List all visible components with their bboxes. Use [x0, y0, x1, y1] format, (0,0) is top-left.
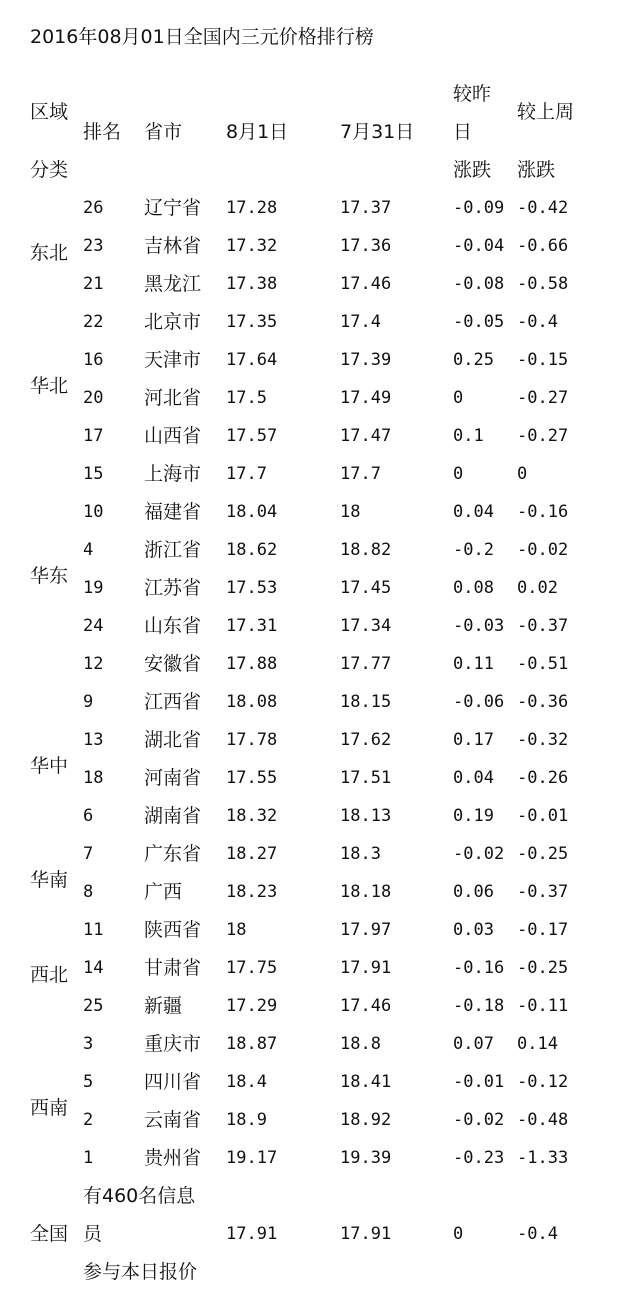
cell-rank: 14	[83, 958, 104, 978]
cell-province: 江苏省	[144, 577, 202, 599]
cell-aug1: 18.62	[226, 540, 278, 560]
cell-rank: 19	[83, 578, 104, 598]
cell-rank: 12	[83, 654, 104, 674]
national-aug1: 17.91	[226, 1224, 278, 1244]
cell-jul31: 18.92	[340, 1110, 392, 1130]
cell-jul31: 17.4	[340, 312, 381, 332]
cell-rank: 8	[83, 882, 94, 902]
cell-province: 浙江省	[144, 539, 202, 561]
header-region-line1: 区域	[30, 101, 69, 123]
cell-rank: 15	[83, 464, 104, 484]
cell-rank: 24	[83, 616, 104, 636]
cell-province: 四川省	[144, 1071, 202, 1093]
cell-aug1: 17.32	[226, 236, 278, 256]
cell-dod: -0.09	[453, 198, 505, 218]
cell-wow: 0.02	[517, 578, 558, 598]
cell-dod: 0.1	[453, 426, 484, 446]
cell-jul31: 17.47	[340, 426, 392, 446]
cell-wow: -1.33	[517, 1148, 569, 1168]
national-label: 全国	[30, 1223, 69, 1245]
cell-province: 辽宁省	[144, 197, 202, 219]
cell-jul31: 18.13	[340, 806, 392, 826]
header-wow-line2: 涨跌	[517, 159, 556, 181]
cell-rank: 21	[83, 274, 104, 294]
cell-jul31: 17.46	[340, 996, 392, 1016]
cell-dod: 0.25	[453, 350, 494, 370]
cell-province: 湖北省	[144, 729, 202, 751]
national-jul31: 17.91	[340, 1224, 392, 1244]
region-label: 华南	[30, 869, 69, 891]
cell-rank: 9	[83, 692, 94, 712]
cell-wow: -0.37	[517, 616, 569, 636]
cell-jul31: 18.82	[340, 540, 392, 560]
cell-jul31: 17.46	[340, 274, 392, 294]
national-note-line1: 有460名信息	[83, 1185, 196, 1207]
cell-jul31: 18.41	[340, 1072, 392, 1092]
national-dod: 0	[453, 1224, 464, 1244]
cell-aug1: 17.29	[226, 996, 278, 1016]
cell-aug1: 17.35	[226, 312, 278, 332]
header-region-line2: 分类	[30, 159, 69, 181]
cell-wow: -0.25	[517, 958, 569, 978]
cell-province: 广西	[144, 881, 183, 903]
national-note-line3: 参与本日报价	[83, 1261, 198, 1283]
cell-jul31: 17.77	[340, 654, 392, 674]
cell-wow: -0.01	[517, 806, 569, 826]
cell-dod: -0.04	[453, 236, 505, 256]
region-label: 华东	[30, 565, 69, 587]
cell-wow: -0.12	[517, 1072, 569, 1092]
cell-wow: -0.48	[517, 1110, 569, 1130]
national-note-line2: 员	[83, 1223, 103, 1245]
cell-rank: 13	[83, 730, 104, 750]
cell-province: 福建省	[144, 501, 202, 523]
header-province: 省市	[144, 121, 183, 143]
cell-province: 陕西省	[144, 919, 202, 941]
cell-wow: -0.02	[517, 540, 569, 560]
cell-aug1: 17.31	[226, 616, 278, 636]
cell-aug1: 17.75	[226, 958, 278, 978]
region-label: 华北	[30, 375, 69, 397]
cell-jul31: 17.97	[340, 920, 392, 940]
cell-dod: 0.07	[453, 1034, 494, 1054]
cell-wow: -0.42	[517, 198, 569, 218]
cell-wow: -0.25	[517, 844, 569, 864]
cell-province: 天津市	[144, 349, 202, 371]
cell-jul31: 17.62	[340, 730, 392, 750]
cell-jul31: 18.8	[340, 1034, 381, 1054]
cell-dod: 0.19	[453, 806, 494, 826]
cell-aug1: 17.57	[226, 426, 278, 446]
cell-wow: 0	[517, 464, 528, 484]
cell-dod: -0.2	[453, 540, 494, 560]
cell-rank: 25	[83, 996, 104, 1016]
cell-rank: 6	[83, 806, 94, 826]
cell-rank: 22	[83, 312, 104, 332]
cell-wow: -0.16	[517, 502, 569, 522]
cell-dod: 0.17	[453, 730, 494, 750]
cell-jul31: 17.37	[340, 198, 392, 218]
cell-rank: 26	[83, 198, 104, 218]
cell-dod: -0.08	[453, 274, 505, 294]
page-title: 2016年08月01日全国内三元价格排行榜	[30, 26, 374, 48]
header-dod-line1: 较昨	[453, 83, 492, 105]
cell-jul31: 17.91	[340, 958, 392, 978]
cell-dod: 0	[453, 464, 464, 484]
cell-wow: -0.37	[517, 882, 569, 902]
cell-wow: -0.51	[517, 654, 569, 674]
cell-dod: -0.03	[453, 616, 505, 636]
cell-dod: 0.11	[453, 654, 494, 674]
cell-jul31: 17.39	[340, 350, 392, 370]
cell-province: 吉林省	[144, 235, 202, 257]
cell-rank: 16	[83, 350, 104, 370]
cell-jul31: 19.39	[340, 1148, 392, 1168]
cell-province: 湖南省	[144, 805, 202, 827]
cell-aug1: 19.17	[226, 1148, 278, 1168]
cell-dod: 0.03	[453, 920, 494, 940]
cell-rank: 4	[83, 540, 94, 560]
header-date1: 8月1日	[226, 121, 289, 143]
cell-aug1: 18.08	[226, 692, 278, 712]
cell-dod: -0.16	[453, 958, 505, 978]
cell-province: 贵州省	[144, 1147, 202, 1169]
cell-dod: -0.18	[453, 996, 505, 1016]
cell-dod: -0.23	[453, 1148, 505, 1168]
cell-dod: 0	[453, 388, 464, 408]
cell-province: 广东省	[144, 843, 202, 865]
header-dod-line3: 涨跌	[453, 159, 492, 181]
cell-aug1: 18.27	[226, 844, 278, 864]
cell-jul31: 18.3	[340, 844, 381, 864]
region-label: 东北	[30, 242, 69, 264]
cell-rank: 2	[83, 1110, 94, 1130]
cell-wow: -0.27	[517, 388, 569, 408]
cell-wow: -0.4	[517, 312, 558, 332]
cell-dod: 0.06	[453, 882, 494, 902]
cell-aug1: 18.04	[226, 502, 278, 522]
cell-dod: 0.04	[453, 502, 494, 522]
cell-jul31: 17.7	[340, 464, 381, 484]
cell-aug1: 18.32	[226, 806, 278, 826]
cell-aug1: 18.9	[226, 1110, 267, 1130]
cell-wow: -0.58	[517, 274, 569, 294]
cell-dod: -0.01	[453, 1072, 505, 1092]
cell-dod: -0.05	[453, 312, 505, 332]
cell-wow: -0.11	[517, 996, 569, 1016]
cell-province: 河北省	[144, 387, 202, 409]
cell-province: 新疆	[144, 995, 183, 1017]
cell-jul31: 17.51	[340, 768, 392, 788]
cell-rank: 17	[83, 426, 104, 446]
cell-aug1: 17.55	[226, 768, 278, 788]
region-label: 西北	[30, 964, 69, 986]
national-wow: -0.4	[517, 1224, 558, 1244]
cell-aug1: 17.7	[226, 464, 267, 484]
cell-jul31: 18.18	[340, 882, 392, 902]
cell-jul31: 17.34	[340, 616, 392, 636]
cell-dod: -0.02	[453, 1110, 505, 1130]
header-rank: 排名	[83, 121, 122, 143]
cell-aug1: 18	[226, 920, 247, 940]
cell-aug1: 18.87	[226, 1034, 278, 1054]
cell-aug1: 17.78	[226, 730, 278, 750]
cell-province: 北京市	[144, 311, 202, 333]
cell-jul31: 17.49	[340, 388, 392, 408]
cell-aug1: 17.5	[226, 388, 267, 408]
cell-aug1: 17.64	[226, 350, 278, 370]
cell-rank: 23	[83, 236, 104, 256]
header-dod-line2: 日	[453, 121, 473, 143]
cell-province: 江西省	[144, 691, 202, 713]
cell-province: 重庆市	[144, 1033, 202, 1055]
cell-jul31: 17.45	[340, 578, 392, 598]
region-label: 华中	[30, 755, 69, 777]
cell-rank: 7	[83, 844, 94, 864]
cell-rank: 20	[83, 388, 104, 408]
cell-rank: 3	[83, 1034, 94, 1054]
cell-province: 甘肃省	[144, 957, 202, 979]
cell-jul31: 18	[340, 502, 361, 522]
cell-wow: -0.17	[517, 920, 569, 940]
cell-aug1: 17.28	[226, 198, 278, 218]
cell-wow: -0.32	[517, 730, 569, 750]
cell-province: 黑龙江	[144, 273, 202, 295]
cell-rank: 1	[83, 1148, 94, 1168]
cell-province: 安徽省	[144, 653, 202, 675]
cell-wow: 0.14	[517, 1034, 558, 1054]
cell-rank: 5	[83, 1072, 94, 1092]
region-label: 西南	[30, 1097, 69, 1119]
cell-aug1: 17.53	[226, 578, 278, 598]
cell-dod: -0.06	[453, 692, 505, 712]
cell-aug1: 17.88	[226, 654, 278, 674]
cell-wow: -0.27	[517, 426, 569, 446]
cell-aug1: 18.23	[226, 882, 278, 902]
cell-aug1: 18.4	[226, 1072, 267, 1092]
cell-dod: 0.04	[453, 768, 494, 788]
cell-aug1: 17.38	[226, 274, 278, 294]
cell-province: 云南省	[144, 1109, 202, 1131]
header-wow-line1: 较上周	[517, 101, 575, 123]
cell-jul31: 18.15	[340, 692, 392, 712]
header-date2: 7月31日	[340, 121, 415, 143]
cell-rank: 11	[83, 920, 104, 940]
cell-wow: -0.26	[517, 768, 569, 788]
cell-wow: -0.15	[517, 350, 569, 370]
cell-dod: -0.02	[453, 844, 505, 864]
cell-wow: -0.36	[517, 692, 569, 712]
cell-rank: 18	[83, 768, 104, 788]
cell-province: 山西省	[144, 425, 202, 447]
cell-province: 山东省	[144, 615, 202, 637]
cell-dod: 0.08	[453, 578, 494, 598]
cell-rank: 10	[83, 502, 104, 522]
cell-wow: -0.66	[517, 236, 569, 256]
cell-province: 上海市	[144, 463, 202, 485]
cell-province: 河南省	[144, 767, 202, 789]
cell-jul31: 17.36	[340, 236, 392, 256]
